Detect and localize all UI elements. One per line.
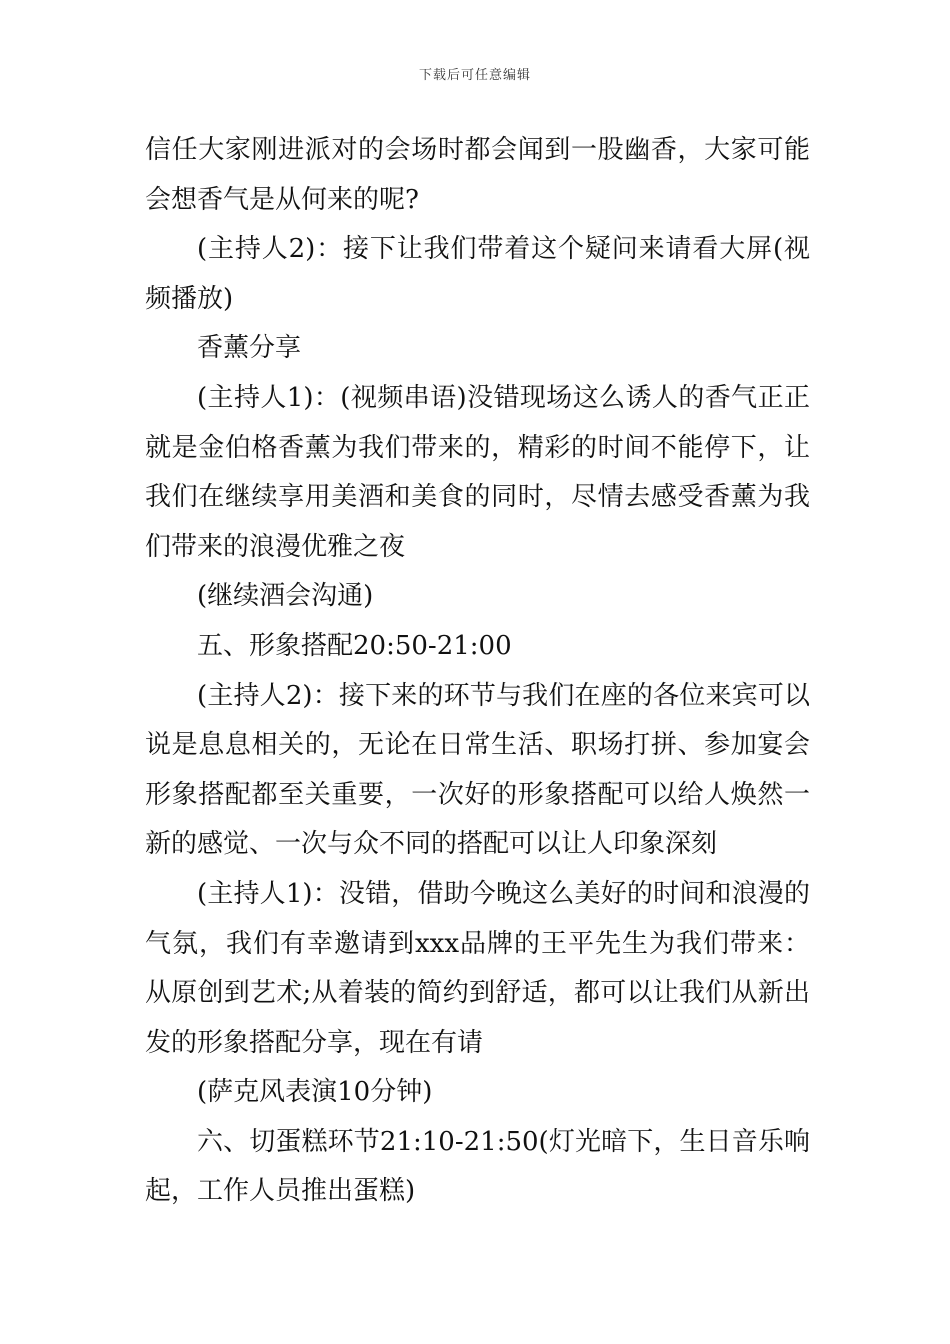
paragraph: 信任大家刚进派对的会场时都会闻到一股幽香，大家可能会想香气是从何来的呢? [145,135,810,215]
paragraph: (主持人2)：接下让我们带着这个疑问来请看大屏(视频播放) [145,234,810,314]
paragraph: (主持人1)：没错，借助今晚这么美好的时间和浪漫的气氛，我们有幸邀请到xxx品牌的王平先生为我们带来：从原创到艺术;从着装的简约到舒适，都可以让我们从新出发的形象搭配分享，现在有请 [145,878,810,1058]
paragraph: (主持人2)：接下来的环节与我们在座的各位来宾可以说是息息相关的，无论在日常生活、职场打拼、参加宴会形象搭配都至关重要，一次好的形象搭配可以给人焕然一新的感觉、一次与众不同的搭配可以让人印象深刻 [145,680,810,860]
document-body [145,126,810,1217]
paragraph: (萨克风表演10分钟) [197,1077,433,1108]
section-heading: 五、形象搭配20:50-21:00 [197,630,512,661]
paragraph: (主持人1)：(视频串语)没错现场这么诱人的香气正正就是金伯格香薰为我们带来的，精彩的时间不能停下，让我们在继续享用美酒和美食的同时，尽情去感受香薰为我们带来的浪漫优雅之夜 [145,382,810,562]
section-heading: 香薰分享 [197,333,302,364]
page-header: 下载后可任意编辑 [418,68,531,83]
paragraph: (继续酒会沟通) [197,581,374,612]
section-heading: 六、切蛋糕环节21:10-21:50(灯光暗下，生日音乐响起，工作人员推出蛋糕) [145,1126,810,1207]
